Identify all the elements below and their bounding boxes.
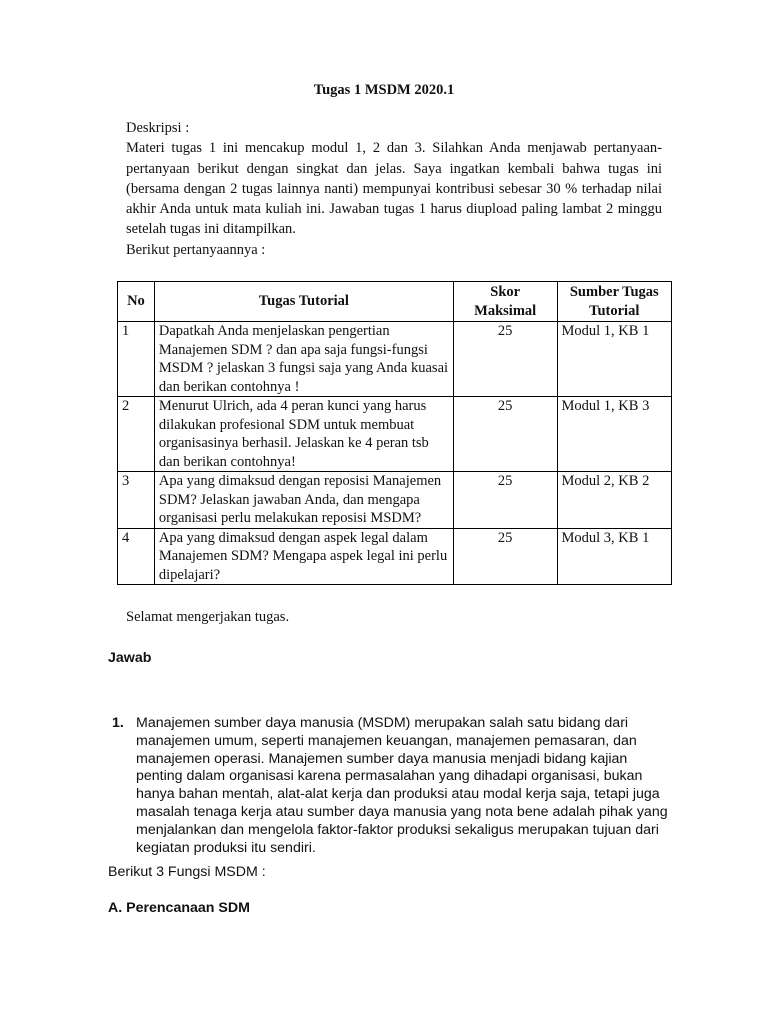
answer-item-text: Manajemen sumber daya manusia (MSDM) merupakan salah satu bidang dari manajemen umum, seperti manajemen keuangan, manajemen pemasaran, dan manajemen operasi. Manajemen sumber daya manusia menjadi bidang kajian penting dalam organisasi karena permasalahan yang dihadapi organisasi, bukan hanya bahan mentah, alat-alat kerja dan produksi atau modal kerja saja, tetapi juga masalah tenaga kerja atau sumber daya manusia yang nota bene adalah pihak yang menjalankan dan mengelola faktor-faktor produksi sekaligus merupakan tujuan dari kegiatan produksi itu sendiri. [136, 715, 668, 856]
description-label: Deskripsi : [126, 120, 190, 136]
closing-text: Selamat mengerjakan tugas. [126, 609, 290, 625]
row-no: 3 [118, 472, 155, 529]
table-row [118, 528, 672, 585]
row-source: Modul 1, KB 1 [557, 322, 671, 397]
table-header-row [118, 282, 672, 322]
row-task: Dapatkah Anda menjelaskan pengertian Manajemen SDM ? dan apa saja fungsi-fungsi MSDM ? jelaskan 3 fungsi saja yang Anda kuasai dan berikan contohnya ! [154, 322, 453, 397]
questions-intro: Berikut pertanyaannya : [126, 241, 266, 258]
header-score: Skor Maksimal [453, 282, 557, 322]
description-block [126, 118, 662, 260]
row-task: Apa yang dimaksud dengan reposisi Manajemen SDM? Jelaskan jawaban Anda, dan mengapa organisasi perlu melakukan reposisi MSDM? [154, 472, 453, 529]
document-title: Tugas 1 MSDM 2020.1 [313, 82, 455, 98]
fungsi-intro: Berikut 3 Fungsi MSDM : [108, 864, 266, 880]
header-no: No [118, 282, 155, 322]
row-no: 2 [118, 397, 155, 472]
description-body: Materi tugas 1 ini mencakup modul 1, 2 dan 3. Silahkan Anda menjawab pertanyaan-pertanyaan berikut dengan singkat dan jelas. Saya ingatkan kembali bahwa tugas ini (bersama dengan 2 tugas lainnya nanti) mempunyai kontribusi sebesar 30 % terhadap nilai akhir Anda untuk mata kuliah ini. Jawaban tugas 1 harus diupload paling lambat 2 minggu setelah tugas ini ditampilkan. [126, 140, 662, 238]
table-row [118, 397, 672, 472]
answer-heading: Jawab [108, 650, 152, 666]
row-score: 25 [453, 322, 557, 397]
answer-item [112, 715, 672, 857]
section-heading-a: A. Perencanaan SDM [108, 900, 250, 916]
row-task: Menurut Ulrich, ada 4 peran kunci yang harus dilakukan profesional SDM untuk membuat organisasinya berhasil. Jelaskan ke 4 peran tsb dan berikan contohnya! [154, 397, 453, 472]
row-score: 25 [453, 397, 557, 472]
row-score: 25 [453, 472, 557, 529]
row-score: 25 [453, 528, 557, 585]
row-no: 1 [118, 322, 155, 397]
row-source: Modul 1, KB 3 [557, 397, 671, 472]
header-source: Sumber Tugas Tutorial [557, 282, 671, 322]
header-task: Tugas Tutorial [154, 282, 453, 322]
row-source: Modul 2, KB 2 [557, 472, 671, 529]
answer-item-number: 1. [112, 715, 124, 731]
task-table [117, 281, 672, 585]
row-task: Apa yang dimaksud dengan aspek legal dalam Manajemen SDM? Mengapa aspek legal ini perlu dipelajari? [154, 528, 453, 585]
table-row [118, 322, 672, 397]
row-no: 4 [118, 528, 155, 585]
table-row [118, 472, 672, 529]
row-source: Modul 3, KB 1 [557, 528, 671, 585]
